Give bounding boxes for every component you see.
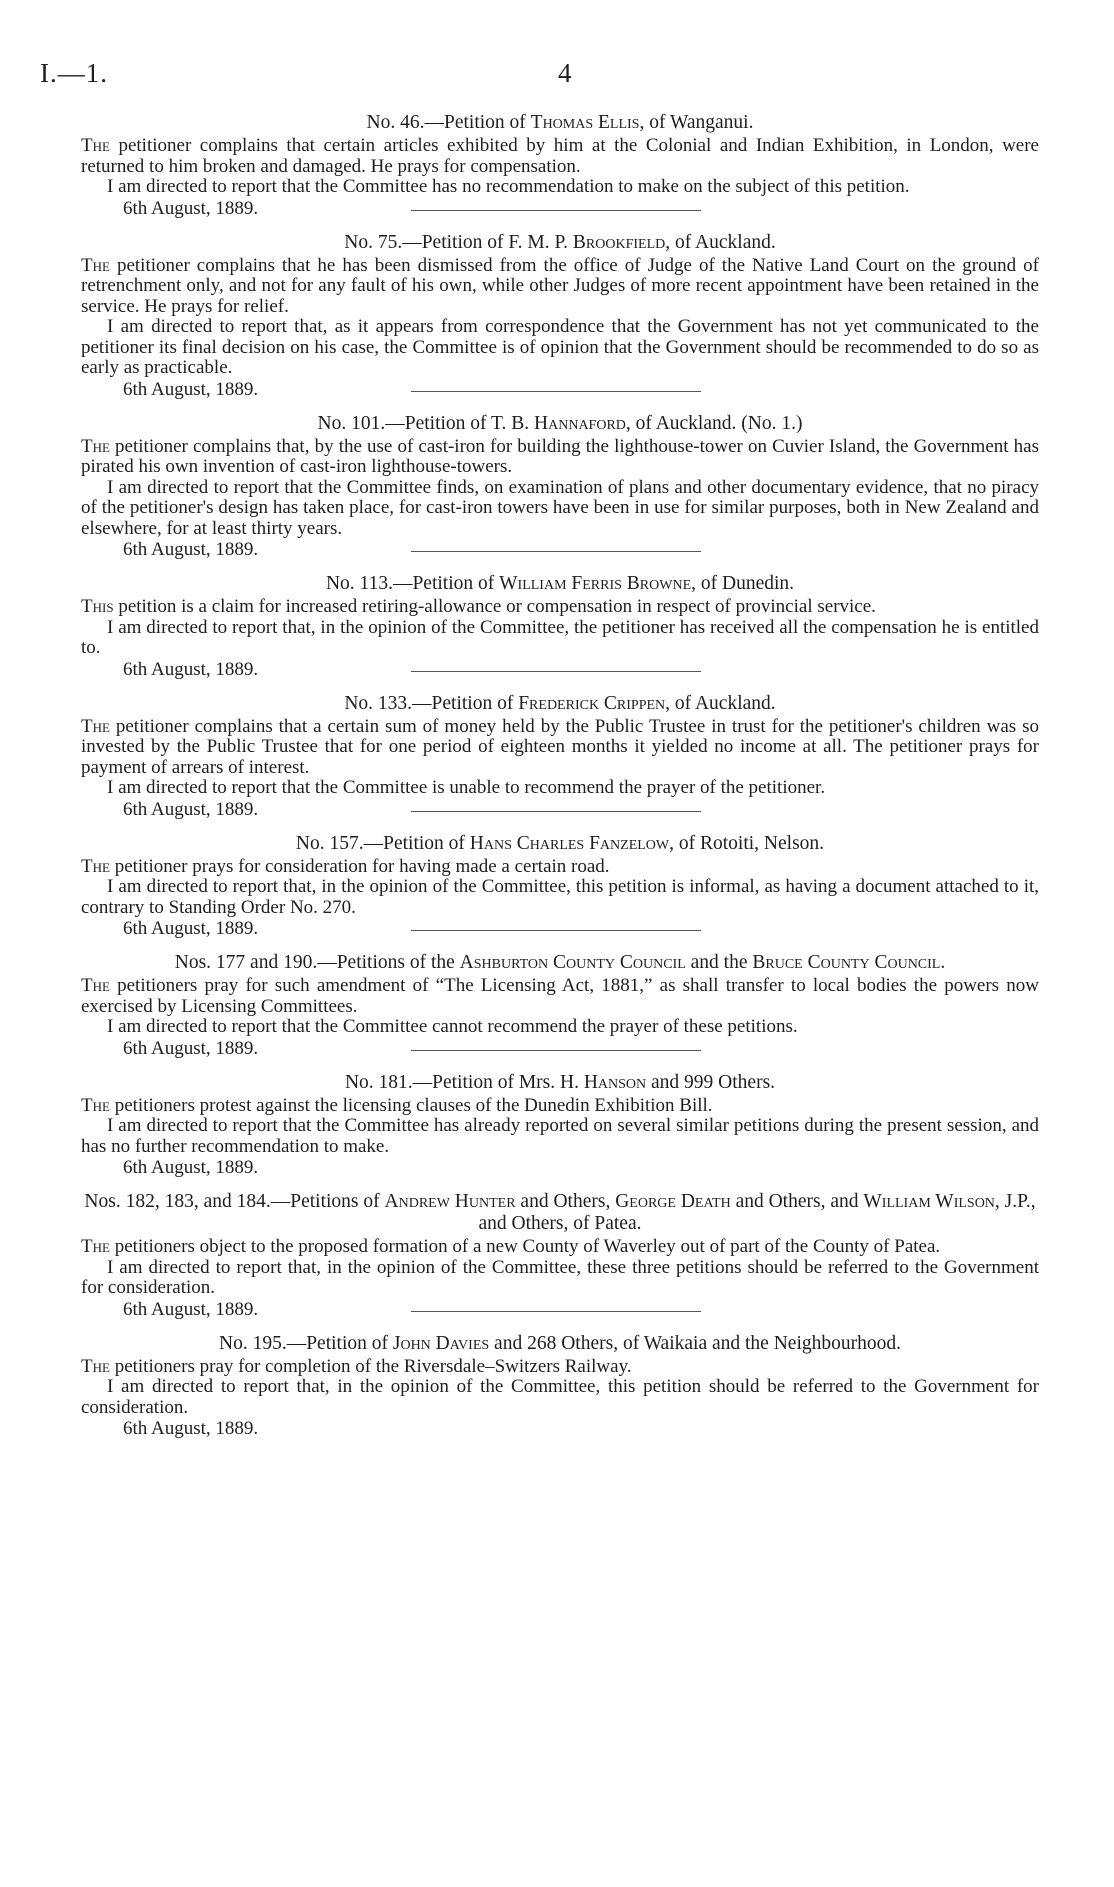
- committee-report: I am directed to report that, in the opinion of the Committee, this petition is informal, as having a document attached to it, contrary to Standing Order No. 270.: [81, 876, 1039, 918]
- petition-summary: [81, 976, 1039, 1017]
- committee-report: I am directed to report that the Committee is unable to recommend the prayer of the petitioner.: [107, 777, 826, 798]
- committee-report: I am directed to report that, in the opinion of the Committee, the petitioner has received all the compensation he is entitled to.: [81, 616, 1039, 658]
- date-line: [81, 1299, 1039, 1321]
- page-header: [40, 58, 1040, 98]
- petition-195: [81, 1333, 1039, 1441]
- section-divider: [411, 210, 701, 211]
- petitions-list: [81, 112, 1039, 1440]
- lead-word: The: [81, 1094, 110, 1116]
- petition-46: [81, 112, 1039, 220]
- petitioner-name: Hanson: [583, 1071, 647, 1093]
- heading-text: , of Auckland.: [665, 231, 776, 253]
- date-line: [81, 918, 1039, 940]
- date-line: [81, 799, 1039, 821]
- petition-summary: [81, 136, 1039, 177]
- date-line: [81, 379, 1039, 401]
- petition-heading: [81, 232, 1039, 254]
- heading-text: Nos. 177 and 190.—Petitions of the: [174, 952, 460, 973]
- lead-word: The: [81, 1236, 110, 1257]
- summary-text: petitioner prays for consideration for having made a certain road.: [109, 855, 610, 877]
- summary-text: petitioner complains that, by the use of cast-iron for building the lighthouse-tower on Cuvier Island, the Government has pirated his own invention of cast-iron lighthouse-towers.: [81, 435, 1039, 477]
- heading-text: and the: [685, 952, 753, 973]
- petition-133: [81, 693, 1039, 821]
- petition-summary: [81, 437, 1039, 478]
- section-divider: [411, 1311, 701, 1312]
- petition-summary: [81, 717, 1039, 779]
- petition-182-183-184: [81, 1191, 1039, 1321]
- petition-heading: [81, 573, 1039, 595]
- heading-text: Nos. 182, 183, and 184.—Petitions of: [84, 1191, 385, 1212]
- petitioner-name: Andrew Hunter: [384, 1191, 516, 1212]
- summary-text: petitioner complains that a certain sum of money held by the Public Trustee in trust for the petitioner's children was so invested by the Public Trustee that for one period of eighteen months it yielded no income at all. The petitioner prays for payment of arrears of interest.: [81, 715, 1039, 778]
- heading-text: No. 113.—Petition of: [325, 573, 500, 594]
- heading-text: No. 181.—Petition of Mrs. H.: [344, 1071, 584, 1093]
- petition-heading: [81, 833, 1039, 855]
- report-date: 6th August, 1889.: [123, 197, 259, 219]
- petitioner-name: Frederick Crippen: [518, 692, 666, 714]
- petition-heading: [81, 413, 1039, 435]
- heading-text: , of Rotoiti, Nelson.: [669, 832, 825, 854]
- summary-text: petitioners pray for such amendment of “The Licensing Act, 1881,” as shall transfer to local bodies the powers now exercised by Licensing Committees.: [81, 975, 1039, 1017]
- section-divider: [411, 930, 701, 931]
- heading-text: .: [940, 952, 946, 973]
- petition-177-190: [81, 952, 1039, 1060]
- lead-word: The: [81, 715, 110, 737]
- committee-report: I am directed to report that the Committee has already reported on several similar petitions during the present session, and has no further recommendation to make.: [81, 1115, 1039, 1157]
- heading-text: , J.P., and Others, of Patea.: [478, 1191, 1036, 1234]
- summary-text: petitioners object to the proposed formation of a new County of Waverley out of part of the County of Patea.: [109, 1236, 941, 1257]
- committee-report: I am directed to report that, as it appears from correspondence that the Government has not yet communicated to the petitioner its final decision on his case, the Committee is of opinion that the Government should be recommended to do so as early as practicable.: [81, 316, 1039, 378]
- petition-summary: [81, 1237, 1039, 1258]
- petitioner-name: George Death: [615, 1191, 731, 1212]
- committee-report: I am directed to report that the Committee has no recommendation to make on the subject of this petition.: [107, 176, 910, 197]
- petition-heading: [81, 952, 1039, 974]
- summary-text: petitioners protest against the licensing clauses of the Dunedin Exhibition Bill.: [109, 1094, 713, 1116]
- date-line: [81, 539, 1039, 561]
- report-date: 6th August, 1889.: [123, 1157, 259, 1178]
- heading-text: No. 195.—Petition of: [219, 1332, 393, 1354]
- report-date: 6th August, 1889.: [123, 918, 259, 939]
- petitioner-name: Thomas Ellis: [530, 112, 640, 133]
- petitioner-name: Ashburton County Council: [459, 952, 686, 973]
- committee-report: I am directed to report that the Committee finds, on examination of plans and other documentary evidence, that no piracy of the petitioner's design has taken place, for cast-iron towers have been in use for similar purposes, both in New Zealand and elsewhere, for at least thirty years.: [81, 476, 1039, 539]
- petition-heading: [81, 1333, 1039, 1355]
- heading-text: and Others, and: [730, 1191, 864, 1212]
- heading-text: No. 75.—Petition of F. M. P.: [344, 231, 573, 253]
- page-number: 4: [558, 58, 572, 88]
- petition-summary: [81, 256, 1039, 318]
- report-date: 6th August, 1889.: [123, 658, 259, 680]
- petitioner-name: Hans Charles Fanzelow: [469, 832, 670, 854]
- heading-text: No. 101.—Petition of T. B.: [317, 412, 535, 434]
- report-date: 6th August, 1889.: [123, 1037, 259, 1059]
- petition-summary: [81, 1357, 1039, 1378]
- petition-157: [81, 833, 1039, 941]
- heading-text: and 268 Others, of Waikaia and the Neighbourhood.: [489, 1332, 901, 1354]
- summary-text: petitioner complains that certain articles exhibited by him at the Colonial and Indian Exhibition, in London, were returned to him broken and damaged. He prays for compensation.: [81, 135, 1039, 177]
- petition-summary: [81, 597, 1039, 618]
- petition-summary: [81, 857, 1039, 878]
- report-date: 6th August, 1889.: [123, 798, 259, 820]
- report-date: 6th August, 1889.: [123, 1298, 259, 1320]
- petition-101: [81, 413, 1039, 562]
- petition-181: [81, 1072, 1039, 1180]
- lead-word: The: [81, 975, 110, 996]
- petitioner-name: Brookfield: [572, 231, 666, 253]
- report-date: 6th August, 1889.: [123, 539, 259, 560]
- petition-heading: [81, 693, 1039, 715]
- petitioner-name: William Wilson: [863, 1191, 995, 1212]
- petition-heading: [81, 1191, 1039, 1235]
- petitioner-name: William Ferris Browne: [499, 573, 692, 594]
- heading-text: , of Wanganui.: [639, 112, 754, 133]
- petition-heading: [81, 1072, 1039, 1094]
- section-divider: [411, 551, 701, 552]
- document-reference: I.—1.: [40, 58, 108, 88]
- heading-text: , of Auckland. (No. 1.): [625, 412, 803, 434]
- heading-text: and 999 Others.: [646, 1071, 776, 1093]
- report-date: 6th August, 1889.: [123, 1418, 259, 1439]
- petitioner-name: Hannaford: [534, 412, 626, 434]
- summary-text: petitioners pray for completion of the Riversdale–Switzers Railway.: [109, 1355, 632, 1377]
- petitioner-name: Bruce County Council: [752, 952, 941, 973]
- date-line: [81, 1157, 1039, 1179]
- petition-heading: [81, 112, 1039, 134]
- report-date: 6th August, 1889.: [123, 378, 259, 400]
- lead-word: This: [81, 596, 114, 617]
- petitioner-name: John Davies: [392, 1332, 490, 1354]
- heading-text: No. 46.—Petition of: [366, 112, 531, 133]
- heading-text: , of Dunedin.: [691, 573, 795, 594]
- heading-text: , of Auckland.: [665, 692, 776, 714]
- committee-report: I am directed to report that, in the opinion of the Committee, these three petitions should be referred to the Government for consideration.: [81, 1256, 1039, 1298]
- committee-report: I am directed to report that the Committee cannot recommend the prayer of these petitions.: [107, 1016, 798, 1037]
- section-divider: [411, 671, 701, 672]
- heading-text: No. 133.—Petition of: [344, 692, 519, 714]
- lead-word: The: [81, 435, 110, 457]
- heading-text: No. 157.—Petition of: [295, 832, 470, 854]
- section-divider: [411, 1050, 701, 1051]
- heading-text: and Others,: [515, 1191, 616, 1212]
- petition-113: [81, 573, 1039, 681]
- committee-report: I am directed to report that, in the opinion of the Committee, this petition should be referred to the Government for consideration.: [81, 1376, 1039, 1418]
- section-divider: [411, 391, 701, 392]
- petition-summary: [81, 1096, 1039, 1117]
- section-divider: [411, 811, 701, 812]
- lead-word: The: [81, 135, 110, 156]
- petition-75: [81, 232, 1039, 401]
- lead-word: The: [81, 855, 110, 877]
- summary-text: petition is a claim for increased retiring-allowance or compensation in respect of provincial service.: [113, 596, 876, 617]
- lead-word: The: [81, 254, 110, 276]
- date-line: [81, 659, 1039, 681]
- date-line: [81, 198, 1039, 220]
- lead-word: The: [81, 1355, 110, 1377]
- summary-text: petitioner complains that he has been dismissed from the office of Judge of the Native Land Court on the ground of retrenchment only, and not for any fault of his own, while other Judges of more recent appointment have been retained in the service. He prays for relief.: [81, 254, 1039, 317]
- date-line: [81, 1038, 1039, 1060]
- date-line: [81, 1418, 1039, 1440]
